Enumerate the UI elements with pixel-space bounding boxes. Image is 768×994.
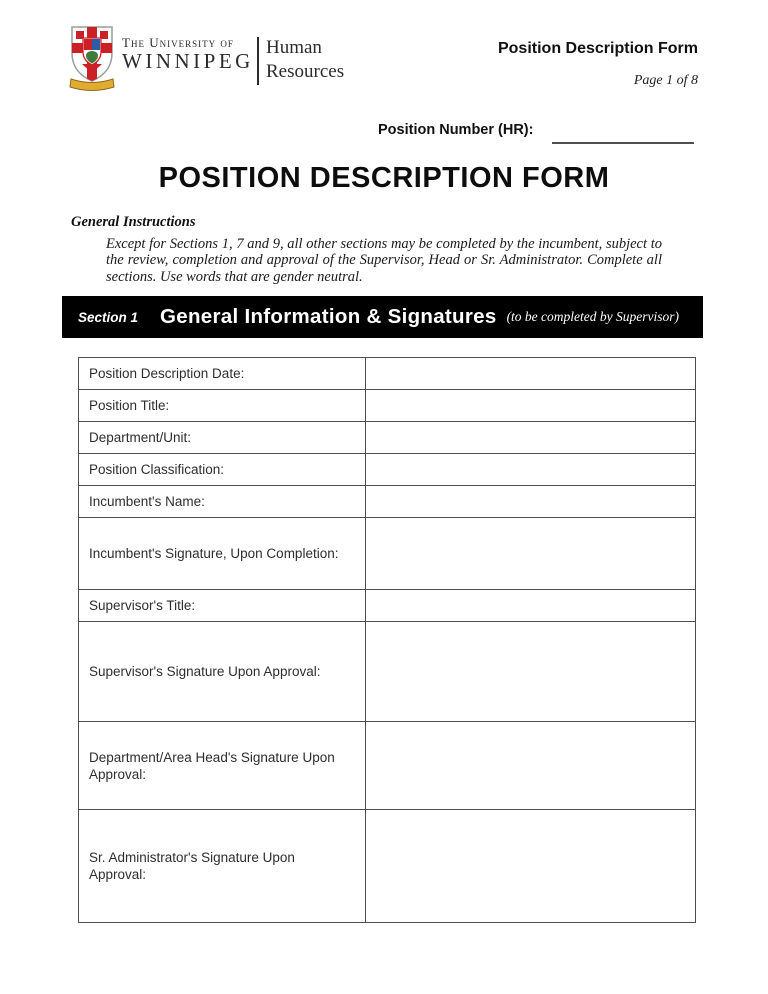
form-field-value-cell[interactable] [366,622,695,721]
form-field-value-cell[interactable] [366,810,695,922]
form-field-value-cell[interactable] [366,358,695,389]
section1-label: Section 1 [78,309,139,325]
form-field-value-cell[interactable] [366,454,695,485]
field-label: Incumbent's Name: [79,486,366,517]
form-field-value-cell[interactable] [366,722,695,809]
department-wordmark-line1: Human [266,37,322,58]
field-label: Incumbent's Signature, Upon Completion: [79,518,366,589]
field-label: Department/Area Head's Signature Upon Approval: [79,722,366,809]
table-row [79,621,695,721]
field-label: Supervisor's Title: [79,590,366,621]
page-title: POSITION DESCRIPTION FORM [158,162,610,194]
general-instructions-body: Except for Sections 1, 7 and 9, all other sections may be completed by the incumbent, subject to the review, completion and approval of the Supervisor, Head or Sr. Administrator. Complete all sections. Use words that are gender neutral. [106,236,662,285]
position-number-blank-field[interactable] [552,124,694,144]
department-wordmark [266,36,344,84]
field-label: Position Description Date: [79,358,366,389]
section1-note: (to be completed by Supervisor) [506,309,680,324]
table-row [79,485,695,517]
section1-header-bar [62,296,703,338]
table-row [79,721,695,809]
general-instructions-heading: General Instructions [71,214,196,230]
section1-title: General Information & Signatures [160,305,497,328]
department-wordmark-line2: Resources [266,61,345,82]
document-header-title: Position Description Form [497,40,698,57]
university-wordmark-line1: The University of [122,35,234,50]
field-label: Supervisor's Signature Upon Approval: [79,622,366,721]
position-number-label: Position Number (HR): [378,122,534,138]
field-label: Department/Unit: [79,422,366,453]
university-wordmark [122,36,254,73]
table-row [79,421,695,453]
field-label: Position Classification: [79,454,366,485]
form-field-value-cell[interactable] [366,518,695,589]
field-label: Position Title: [79,390,366,421]
general-information-table [78,357,696,923]
logo-divider [257,37,259,85]
form-field-value-cell[interactable] [366,390,695,421]
field-label: Sr. Administrator's Signature Upon Approval: [79,810,366,922]
form-field-value-cell[interactable] [366,590,695,621]
form-field-value-cell[interactable] [366,486,695,517]
table-row [79,809,695,922]
table-row [79,453,695,485]
university-wordmark-line2: WINNIPEG [122,49,254,73]
table-row [79,358,695,389]
table-row [79,389,695,421]
university-crest-icon [68,24,116,92]
page-indicator: Page 1 of 8 [633,73,698,88]
form-field-value-cell[interactable] [366,422,695,453]
table-row [79,589,695,621]
table-row [79,517,695,589]
